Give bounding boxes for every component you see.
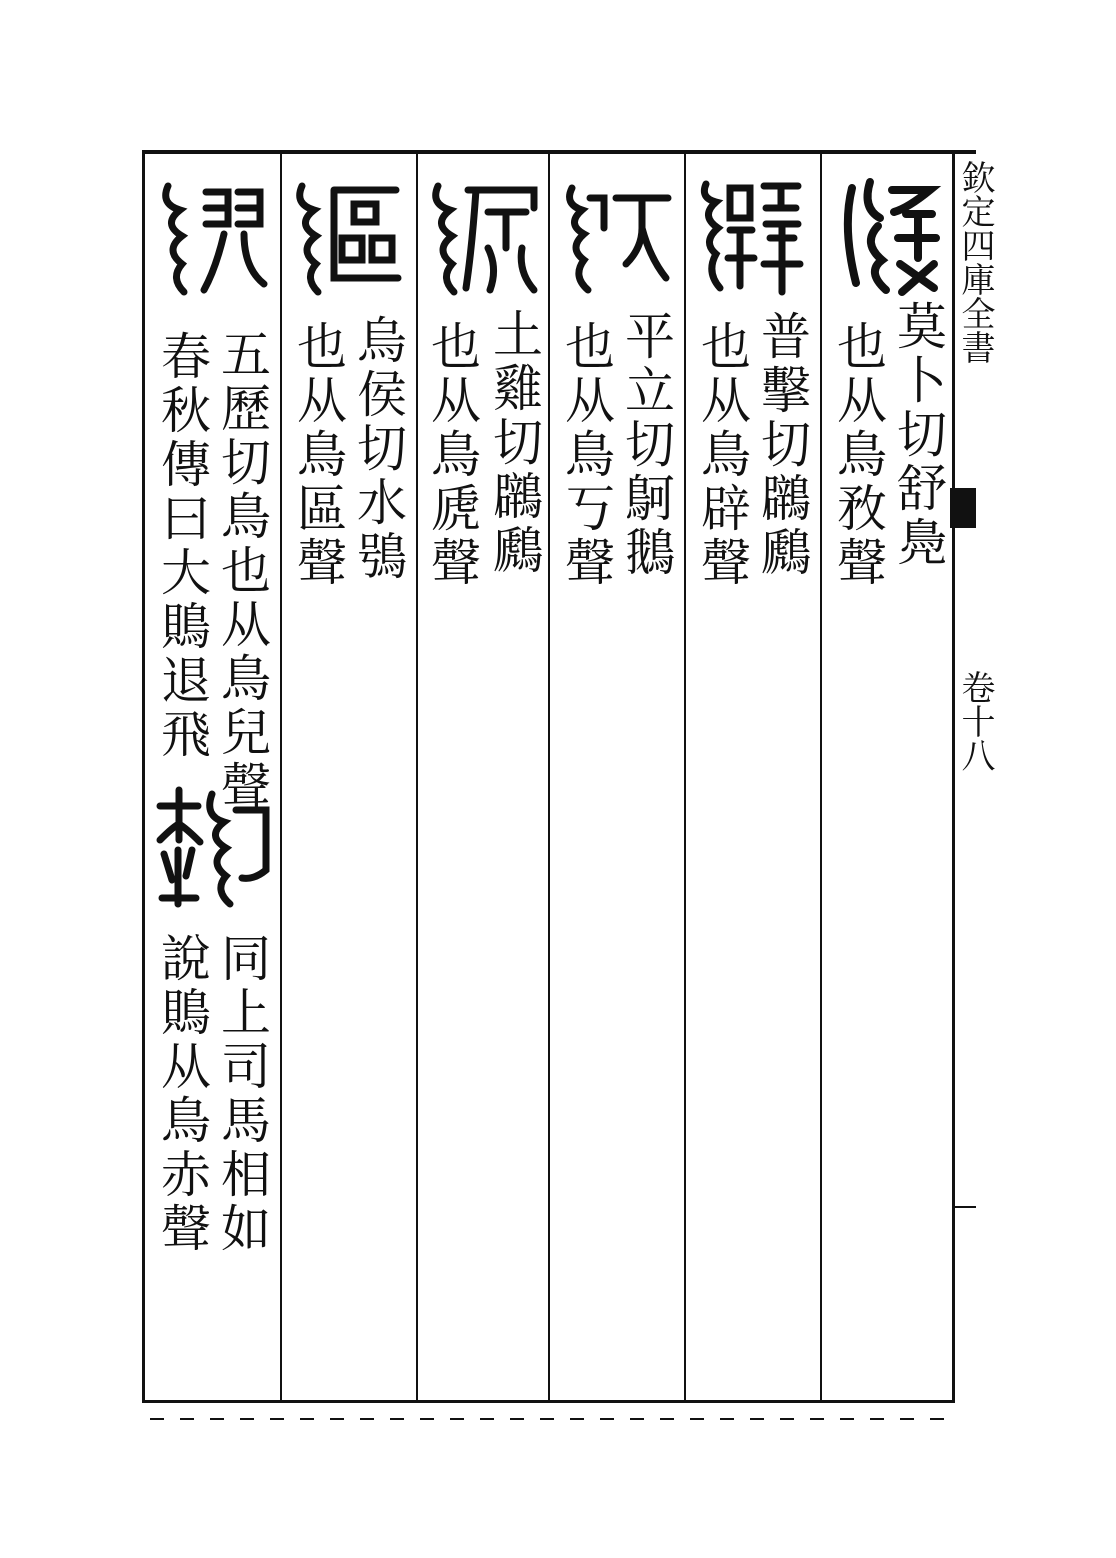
entry-gloss-line: 也从鳥丂聲 [557, 320, 615, 590]
entry-column-5 [282, 160, 414, 1400]
seal-character-niao-shu-icon [822, 168, 954, 303]
entry-gloss-line: 也从鳥虒聲 [423, 320, 481, 590]
entry-gloss-line: 春秋傳曰大鵙退飛 [153, 330, 211, 762]
seal-character-niao-bi-icon [686, 168, 818, 303]
entry-column-2 [686, 160, 818, 1400]
entry-gloss-line: 也从鳥區聲 [289, 320, 347, 590]
seal-character-niao-gong-icon [550, 168, 682, 303]
frame-left-rule [142, 150, 145, 1403]
seal-character-niao-er-icon [146, 168, 278, 303]
seal-character-chi-niao-icon [146, 780, 278, 915]
margin-book-title: 欽定四庫全書 [955, 160, 995, 364]
seal-character-niao-hu-icon [418, 168, 550, 303]
frame-bottom-rule [142, 1400, 954, 1403]
variant-gloss-line: 說鵙从鳥赤聲 [153, 932, 211, 1256]
entry-column-1 [822, 160, 954, 1400]
entry-column-4 [418, 160, 550, 1400]
entry-column-6 [146, 160, 278, 1400]
entry-gloss-line: 烏侯切水鴞 [349, 314, 407, 584]
margin-volume-label: 卷十八 [955, 670, 995, 772]
entry-gloss-line: 也从鳥辟聲 [693, 320, 751, 590]
entry-column-3 [550, 160, 682, 1400]
bottom-dotted-rule [150, 1418, 950, 1420]
seal-character-niao-ou-icon [282, 168, 414, 303]
entry-gloss-line: 普擊切鸊鷉 [753, 310, 811, 580]
margin-rule [952, 1206, 976, 1208]
entry-gloss-line: 莫卜切舒鳧 [889, 300, 947, 570]
entry-gloss-line: 也从鳥敄聲 [829, 320, 887, 590]
entry-gloss-line: 土雞切鸊鷉 [485, 308, 543, 578]
entry-gloss-line: 五歷切鳥也从鳥兒聲 [213, 328, 271, 814]
variant-gloss-line: 同上司馬相如 [213, 932, 271, 1256]
frame-top-rule [142, 150, 976, 154]
entry-gloss-line: 平立切鴚鵝 [617, 310, 675, 580]
